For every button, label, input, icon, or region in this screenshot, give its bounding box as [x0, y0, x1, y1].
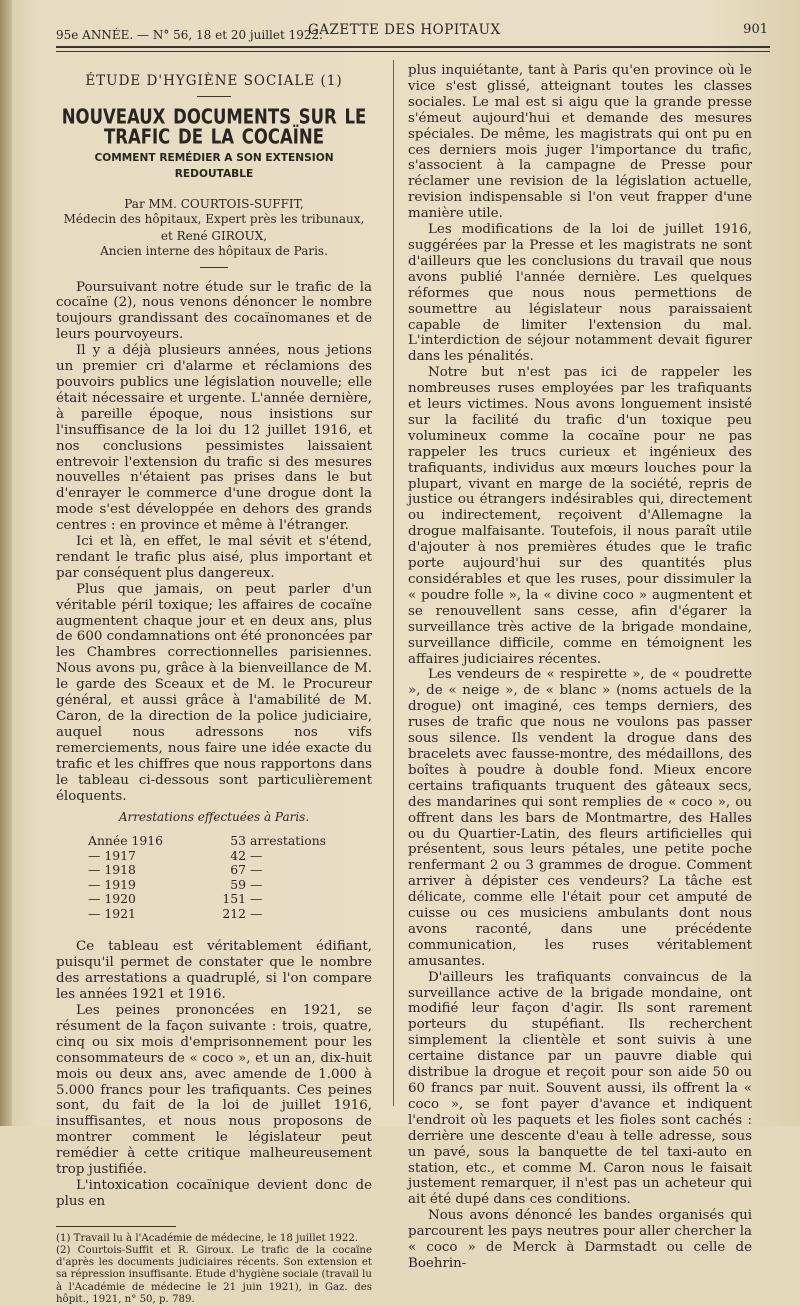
paragraph: Poursuivant notre étude sur le trafic de la cocaïne (2), nous venons dénoncer le nombre toujours grandissant des cocaïnomanes et de leurs pourvoyeurs.: [56, 279, 372, 343]
year-prefix: —: [88, 891, 101, 907]
count: 212: [222, 905, 246, 921]
paragraph: Ce tableau est véritablement édifiant, puisqu'il permet de constater que le nombre des arrestations a quadruplé, si l'on compare les années 1921 et 1916.: [56, 939, 372, 1003]
column-divider: [393, 60, 394, 1106]
year-prefix: —: [88, 847, 101, 863]
year: 1919: [104, 876, 136, 892]
count-label: —: [250, 876, 263, 892]
year: 1917: [104, 847, 136, 863]
year: 1918: [104, 862, 136, 878]
year-prefix: —: [88, 862, 101, 878]
right-column: [408, 63, 752, 1272]
count-label: arrestations: [250, 833, 327, 849]
year: 1916: [131, 833, 164, 849]
count: 59: [230, 876, 246, 892]
count: 53: [230, 833, 246, 849]
paragraph: Il y a déjà plusieurs années, nous jetions un premier cri d'alarme et réclamions des pouvoirs publics une législation nouvelle; elle était nécessaire et urgente. L'année dernière, à pareille époque, nous insistions sur l'insuffisance de la loi du 12 juillet 1916, et nos conclusions pessimistes laissaient entrevoir l'extension du trafic si des mesures nouvelles n'étaient pas prises dans le but d'enrayer le commerce d'une drogue dont la mode s'est développée en dehors des grands centres : en province et même à l'étranger.: [56, 343, 372, 534]
header-rule-thin: [56, 51, 770, 52]
footnote: (1) Travail lu à l'Académie de médecine, le 18 juillet 1922.: [56, 1232, 359, 1244]
kicker-rule: [197, 96, 231, 97]
header-rule-thick: [56, 46, 770, 48]
year-prefix: Année: [88, 833, 128, 849]
count-label: —: [250, 847, 263, 863]
paragraph: Ici et là, en effet, le mal sévit et s'étend, rendant le trafic plus aisé, plus important et par conséquent plus dangereux.: [56, 534, 372, 581]
binding-edge: [0, 0, 12, 1126]
year: 1920: [104, 891, 136, 907]
table-row: [86, 849, 328, 864]
paragraph: Notre but n'est pas ici de rappeler les nombreuses ruses employées par les trafiquants et leurs victimes. Nous avons longuement insisté sur la facilité du trafic d'un toxique peu volumineux comme la cocaïne pour ne pas rappeler les trucs curieux et ingénieux des trafiquants, individus aux mœurs louches pour la plupart, vivant en marge de la société, repris de justice ou étrangers indésirables qui, directement ou indirectement, reçoivent d'Allemagne la drogue malfaisante. Toutefois, il nous paraît utile d'ajouter à nos premières études que le trafic porte aujourd'hui sur des quantités plus considérables et que les ruses, pour dissimuler la « poudre folle », la « divine coco » augmentent et se renouvellent sans cesse, afin d'égarer la surveillance très active de la brigade mondaine, surveillance difficile, comme en témoignent les affaires judiciaires récentes.: [408, 365, 752, 667]
paragraph: Les peines prononcées en 1921, se résument de la façon suivante : trois, quatre, cinq ou six mois d'emprisonnement pour les consommateurs de « coco », et un an, dix-huit mois ou deux ans, avec amende de 1.000 à 5.000 francs pour les trafiquants. Ces peines sont, du fait de la loi de juillet 1916, insuffisantes, et nous nous proposons de montrer comment le législateur peut remédier à cette critique malheureusement trop justifiée.: [56, 1002, 372, 1178]
table-row: [86, 878, 328, 893]
author-1: Par MM. COURTOIS-SUFFIT,: [124, 196, 304, 211]
paragraph: Les vendeurs de « respirette », de « poudrette », de « neige », de « blanc » (noms actuels de la drogue) ont imaginé, ces temps derniers, des ruses de trafic que nous ne voulons pas passer sous silence. Ils vendent la drogue dans des bracelets avec fausse-montre, des médaillons, des boîtes à poudre à double fond. Mieux encore certains trafiquants truquent des gâteaux secs, des mandarines qui sont remplies de « coco », ou offrent dans les bars de Montmartre, des Halles ou du Quartier-Latin, des fleurs artificielles qui présentent, sous leurs pétales, une petite poche renfermant 2 ou 3 grammes de drogue. Comment arriver à dépister ces vendeurs? La tâche est délicate, comme elle l'était pour cet amputé de cuisse ou ces musiciens ambulants dont nous avons raconté, dans une précédente communication, les ruses véritablement amusantes.: [408, 667, 752, 969]
footnotes: [56, 1233, 372, 1306]
table-title: Arrestations effectuées à Paris.: [118, 810, 310, 825]
arrests-table: [86, 834, 328, 921]
footnote-rule: [56, 1226, 176, 1227]
paragraph: D'ailleurs les trafiquants convaincus de la surveillance active de la brigade mondaine, ont modifié leur façon d'agir. Ils sont rarement porteurs du stupéfiant. Ils recherchent simplement la clientèle et sont suivis à une certaine distance par un pauvre diable qui distribue la drogue et reçoit pour son aide 50 ou 60 francs par nuit. Souvent aussi, ils offrent la « coco », se font payer d'avance et indiquent l'endroit où les paquets et les fioles sont cachés : derrière une descente d'eau à telle adresse, sous un pavé, sous la banquette de tel taxi-auto en station, etc., et comme M. Caron nous le faisait justement remarquer, il n'est pas un acheteur qui ait été dupé dans ces conditions.: [408, 969, 752, 1208]
count: 67: [230, 862, 246, 878]
paragraph: Nous avons dénoncé les bandes organisés qui parcourent les pays neutres pour aller chercher la « coco » de Merck à Darmstadt ou celle de Boehrin-: [408, 1208, 752, 1271]
article-subtitle: COMMENT REMÉDIER A SON EXTENSION REDOUTABLE: [94, 151, 334, 180]
table-row: [86, 863, 328, 878]
paragraph: Plus que jamais, on peut parler d'un véritable péril toxique; les affaires de cocaïne augmentent chaque jour et en deux ans, plus de 600 condamnations ont été prononcées par les Chambres correctionnelles parisiennes. Nous avons pu, grâce à la bienveillance de M. le garde des Sceaux et de M. le Procureur général, et aussi grâce à l'amabilité de M. Caron, de la direction de la police judiciaire, auquel nous adressons nos vifs remerciements, nous faire une idée exacte du trafic et les chiffres que nous rapportons dans le tableau ci-dessous sont particulièrement éloquents.: [56, 581, 372, 804]
count: 151: [222, 891, 246, 907]
year: 1921: [104, 905, 136, 921]
count-label: —: [250, 862, 263, 878]
table-row: [86, 892, 328, 907]
count: 42: [230, 847, 246, 863]
author-2-affiliation: Ancien interne des hôpitaux de Paris.: [100, 243, 328, 258]
page-number: 901: [743, 22, 768, 37]
author-1-affiliation: Médecin des hôpitaux, Expert près les tribunaux,: [63, 211, 365, 226]
year-prefix: —: [88, 876, 101, 892]
paragraph: L'intoxication cocaïnique devient donc de plus en: [56, 1177, 372, 1209]
journal-title: GAZETTE DES HOPITAUX: [308, 22, 501, 38]
issue-info: 95e ANNÉE. — N° 56, 18 et 20 juillet 1922.: [56, 28, 323, 42]
left-column: [56, 64, 372, 1306]
article-kicker: ÉTUDE D'HYGIÈNE SOCIALE (1): [85, 73, 343, 89]
paragraph: plus inquiétante, tant à Paris qu'en province où le vice s'est glissé, atteignant toutes les classes sociales. Le mal est si aigu que la grande presse s'émeut aujourd'hui et demande des mesures spéciales. De même, les magistrats qui ont pu en ces derniers mois juger l'importance du trafic, s'associent à la campagne de Presse pour réclamer une revision de la législation actuelle, revision indispensable si l'on veut frapper d'une manière utile.: [408, 63, 752, 222]
paragraph: Les modifications de la loi de juillet 1916, suggérées par la Presse et les magistrats ne sont d'ailleurs que les conclusions du travail que nous avons publié l'année dernière. Les quelques réformes que nous nous permettions de soumettre au législateur nous paraissaient capable de limiter l'extension du mal. L'interdiction de séjour notamment devait figurer dans les pénalités.: [408, 222, 752, 365]
footnote: (2) Courtois-Suffit et R. Giroux. Le trafic de la cocaïne d'après les documents judiciaires récents. Son extension et sa répression insuffisante. Etude d'hygiène sociale (travail lu à l'Académie de médecine le 21 juin 1921), in Gaz. des hôpit., 1921, n° 50, p. 789.: [56, 1244, 372, 1305]
author-2: et René GIROUX,: [160, 228, 268, 243]
page-header: [56, 22, 768, 44]
table-row: [86, 907, 328, 922]
year-prefix: —: [88, 905, 101, 921]
count-label: —: [250, 905, 263, 921]
count-label: —: [250, 891, 263, 907]
byline-rule: [200, 267, 228, 268]
table-row: [86, 834, 328, 849]
article-title: NOUVEAUX DOCUMENTS SUR LE TRAFIC DE LA COCAÏNE: [61, 104, 367, 149]
